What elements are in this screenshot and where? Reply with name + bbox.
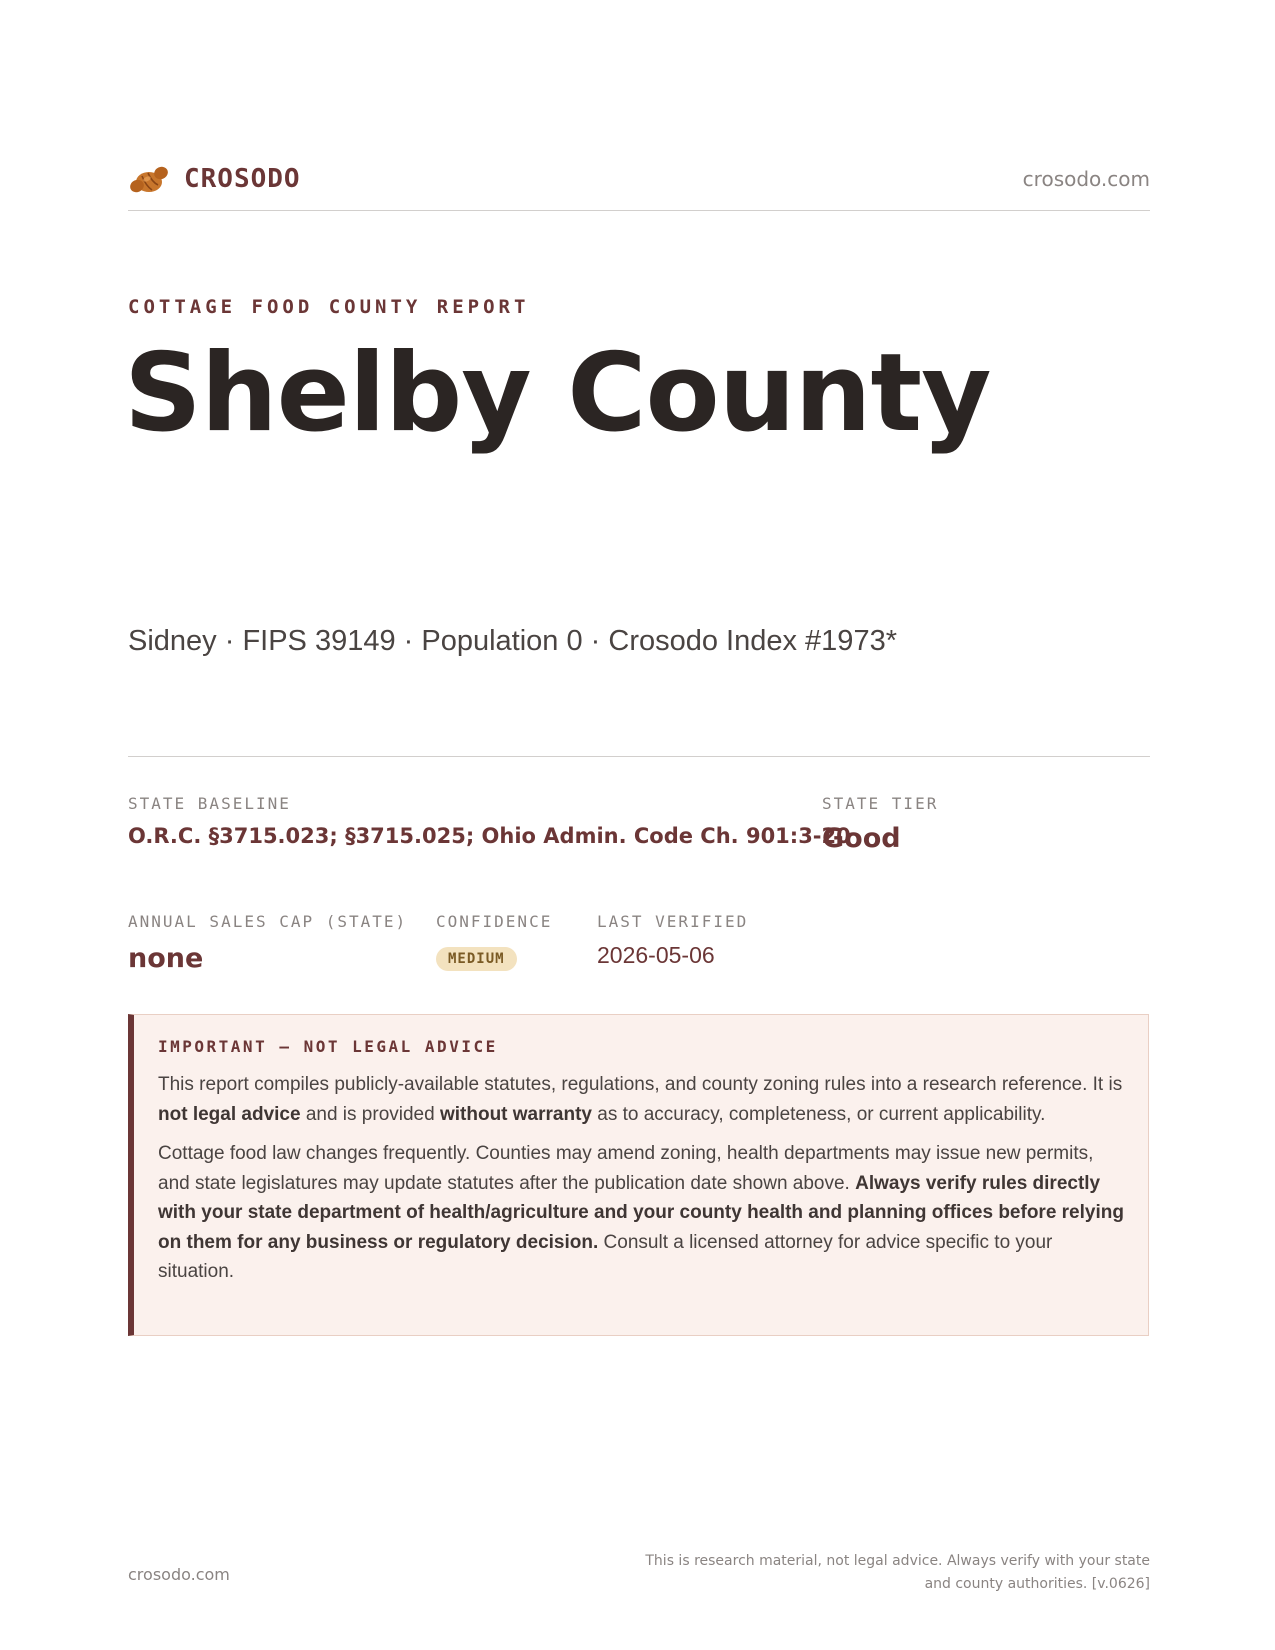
- footer-disclaimer: [610, 1550, 1150, 1596]
- legal-notice: [128, 1014, 1149, 1336]
- confidence-label: CONFIDENCE: [436, 912, 553, 931]
- brand: [128, 160, 301, 198]
- last-verified-field: [597, 912, 748, 969]
- notice-emphasis: without warranty: [439, 1103, 592, 1125]
- croissant-icon: [128, 160, 170, 198]
- notice-title: IMPORTANT — NOT LEGAL ADVICE: [158, 1037, 498, 1056]
- county-meta-line: Sidney · FIPS 39149 · Population 0 · Crosodo Index #1973*: [128, 625, 897, 657]
- footer-disclaimer-line-1: This is research material, not legal advice. Always verify with your state: [645, 1553, 1150, 1569]
- annual-sales-cap-label: ANNUAL SALES CAP (STATE): [128, 912, 408, 931]
- state-tier-label: STATE TIER: [822, 794, 939, 813]
- state-baseline-field: [128, 794, 851, 848]
- notice-paragraph-2: [158, 1139, 1124, 1287]
- notice-paragraph-1: [158, 1070, 1124, 1129]
- notice-emphasis: Always verify rules directly with your state department of health/agriculture and your county health and planning offices before relying on them for any business or regulatory decision.: [158, 1172, 1124, 1253]
- page-header: [128, 160, 1150, 211]
- brand-name: CROSODO: [184, 164, 301, 194]
- footer-site-url[interactable]: crosodo.com: [128, 1565, 230, 1584]
- report-page: [124, 0, 1150, 1650]
- last-verified-value: 2026-05-06: [597, 942, 715, 968]
- confidence-badge: MEDIUM: [436, 947, 517, 971]
- state-tier-field: [822, 794, 938, 854]
- state-tier-value: Good: [822, 823, 901, 854]
- state-baseline-label: STATE BASELINE: [128, 794, 291, 813]
- notice-emphasis: not legal advice: [158, 1103, 301, 1125]
- notice-text: as to accuracy, completeness, or current applicability.: [591, 1103, 1046, 1125]
- section-divider: [128, 756, 1150, 757]
- last-verified-label: LAST VERIFIED: [597, 912, 749, 931]
- report-eyebrow: COTTAGE FOOD COUNTY REPORT: [128, 296, 530, 318]
- site-url[interactable]: crosodo.com: [1022, 167, 1150, 191]
- county-title: Shelby County: [124, 331, 991, 456]
- footer-disclaimer-line-2: and county authorities. [v.0626]: [924, 1576, 1150, 1592]
- notice-text: Consult a licensed attorney for advice specific to your situation.: [158, 1231, 1053, 1282]
- annual-sales-cap-value: none: [128, 943, 204, 974]
- state-baseline-value: O.R.C. §3715.023; §3715.025; Ohio Admin. Code Ch. 901:3-20: [128, 824, 851, 848]
- notice-text: Cottage food law changes frequently. Counties may amend zoning, health departments may issue new permits, and state legislatures may update statutes after the publication date shown above.: [158, 1143, 1094, 1194]
- notice-text: and is provided: [300, 1103, 440, 1125]
- notice-text: This report compiles publicly-available statutes, regulations, and county zoning rules into a research reference. It is: [158, 1074, 1123, 1095]
- annual-sales-cap-field: [128, 912, 407, 974]
- confidence-field: [436, 912, 552, 971]
